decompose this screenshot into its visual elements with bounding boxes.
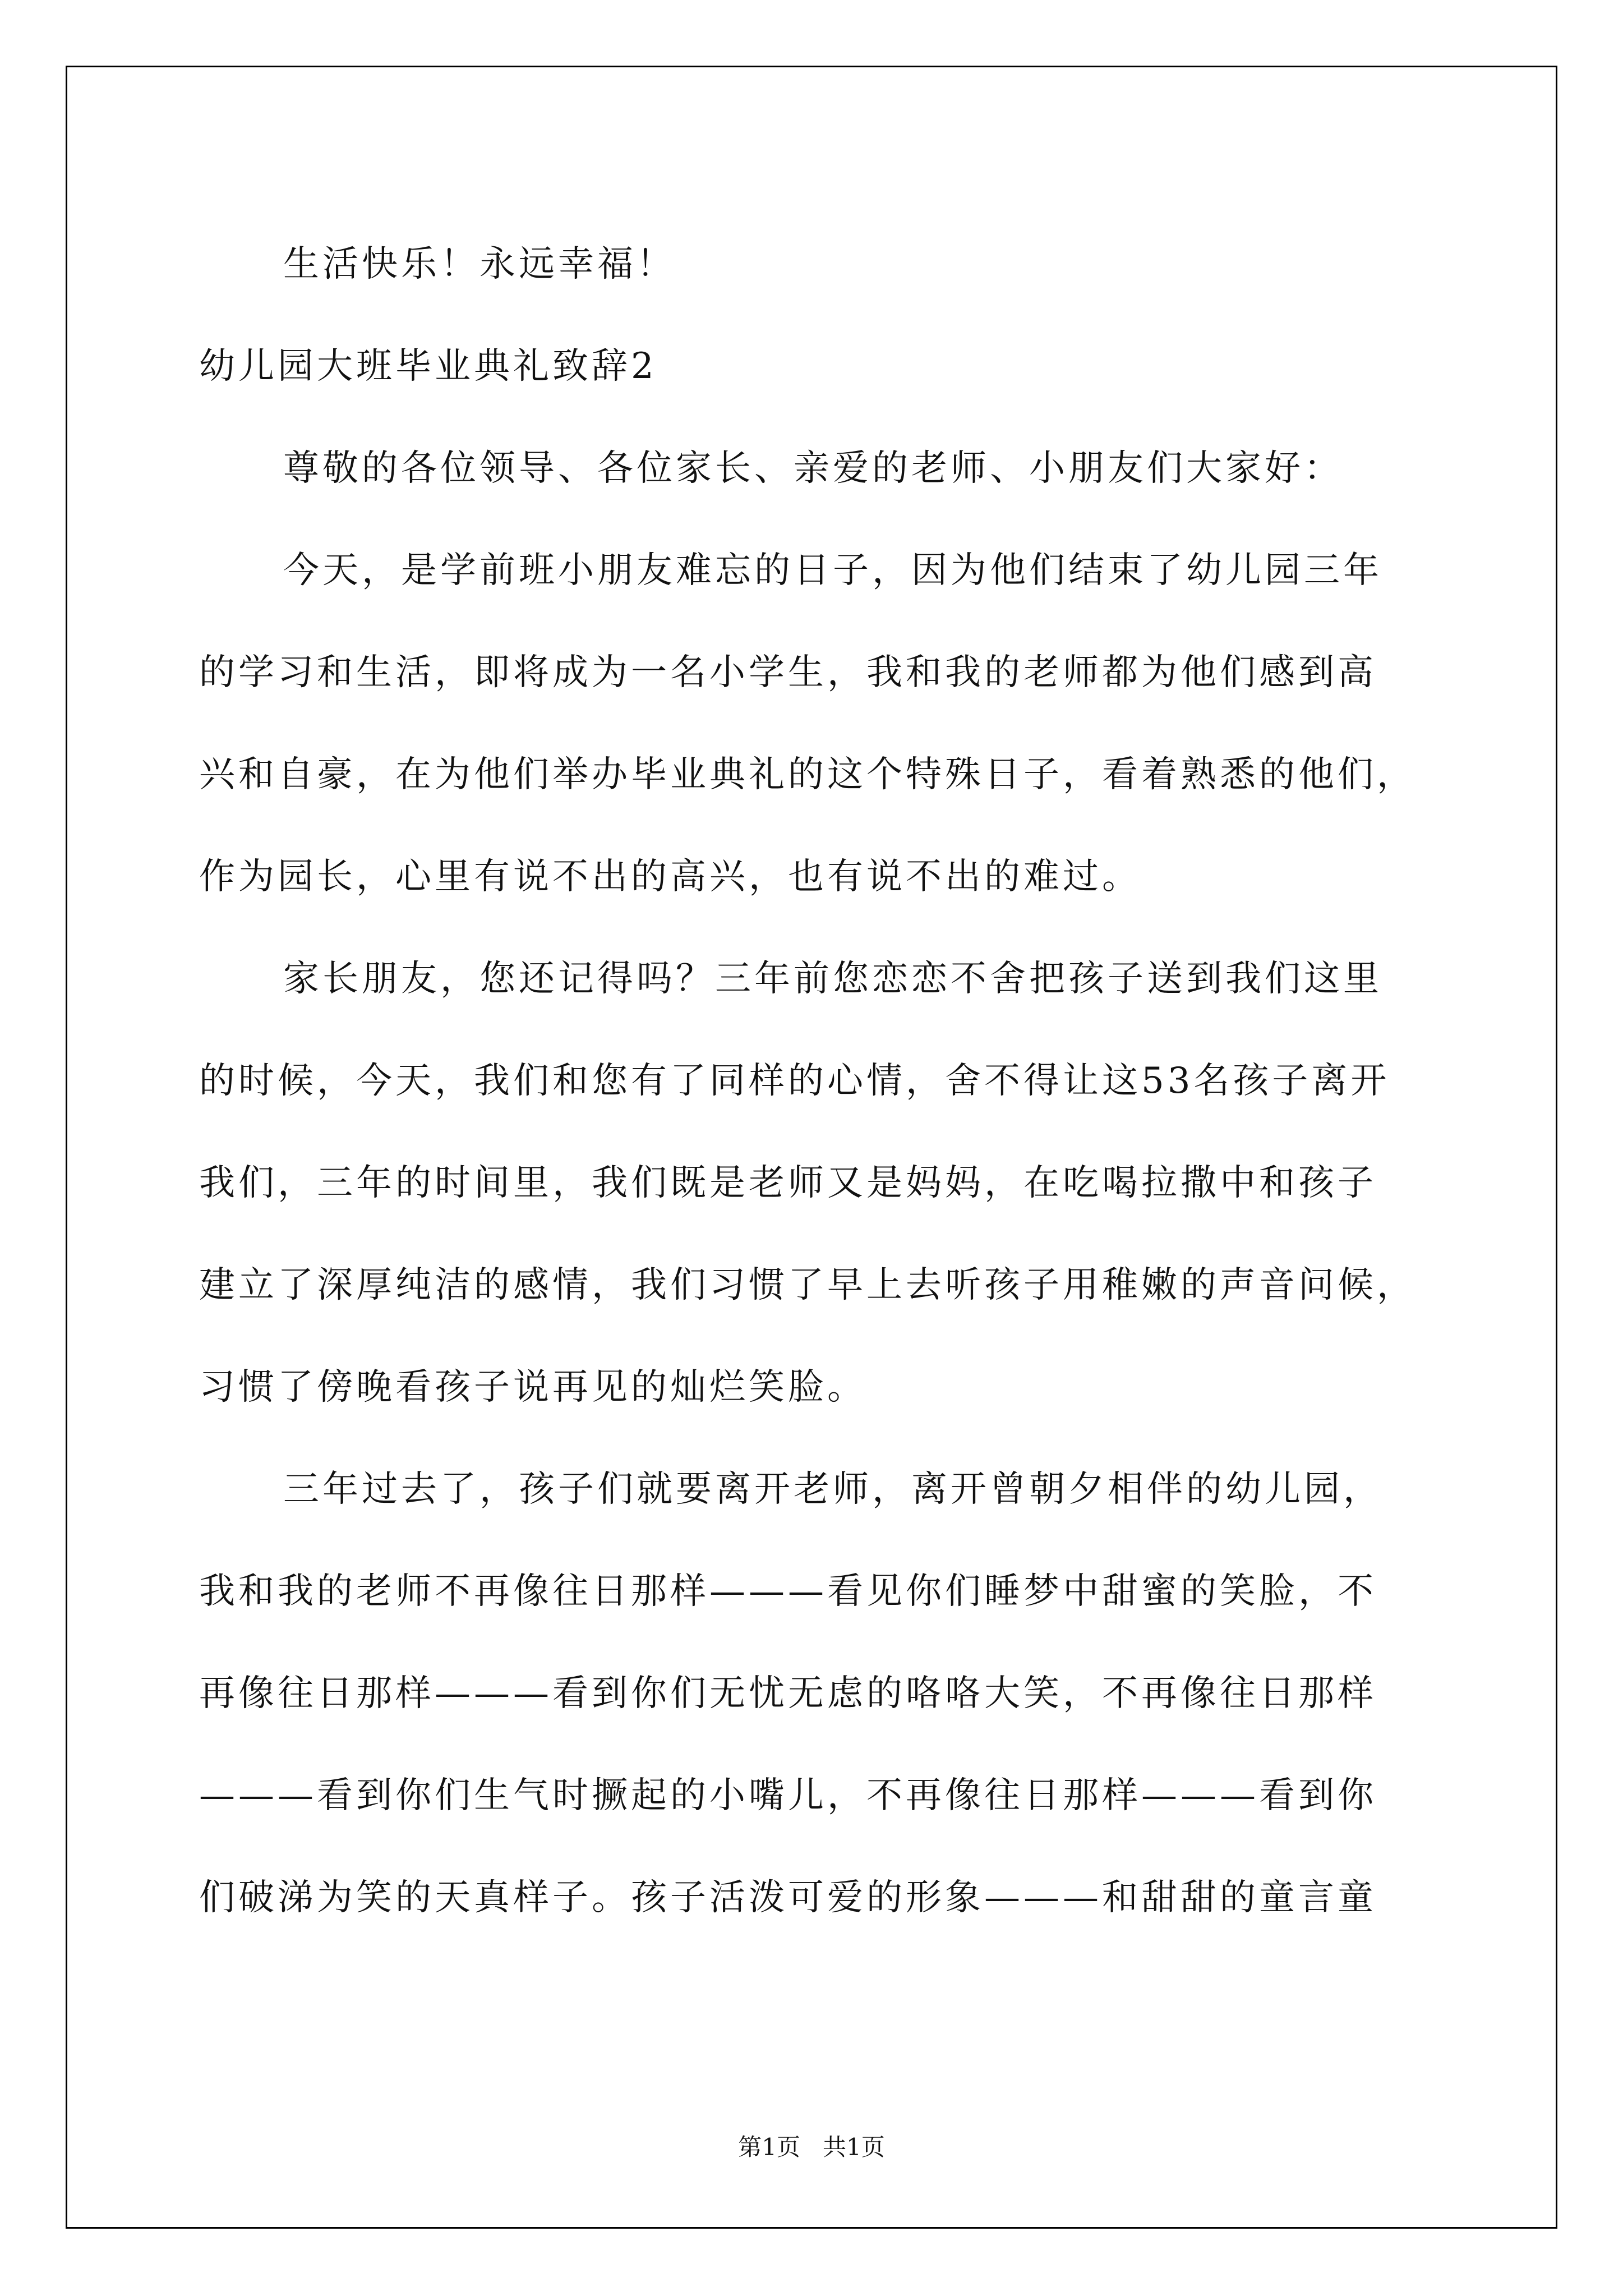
text-line: 作为园长，心里有说不出的高兴，也有说不出的难过。 [199, 856, 1141, 898]
text-line: 我们，三年的时间里，我们既是老师又是妈妈，在吃喝拉撒中和孩子 [199, 1162, 1377, 1204]
document-body [199, 213, 1433, 1949]
page-total: 共1页 [823, 2133, 885, 2161]
text-line: 们破涕为笑的天真样子。孩子活泼可爱的形象———和甜甜的童言童 [199, 1877, 1377, 1918]
text-line: ———看到你们生气时撅起的小嘴儿，不再像往日那样———看到你 [199, 1775, 1377, 1816]
text-line: 今天，是学前班小朋友难忘的日子，因为他们结束了幼儿园三年 [283, 550, 1382, 591]
text-line: 家长朋友，您还记得吗？三年前您恋恋不舍把孩子送到我们这里 [283, 958, 1382, 1000]
section-title: 幼儿园大班毕业典礼致辞2 [199, 346, 657, 387]
text-line: 再像往日那样———看到你们无忧无虑的咯咯大笑，不再像往日那样 [199, 1673, 1377, 1714]
text-line: 的学习和生活，即将成为一名小学生，我和我的老师都为他们感到高 [199, 652, 1377, 693]
text-line: 三年过去了，孩子们就要离开老师，离开曾朝夕相伴的幼儿园， [283, 1469, 1382, 1510]
text-line: 尊敬的各位领导、各位家长、亲爱的老师、小朋友们大家好： [283, 448, 1343, 489]
page-footer [0, 2129, 1623, 2162]
text-line: 建立了深厚纯洁的感情，我们习惯了早上去听孩子用稚嫩的声音问候， [199, 1264, 1416, 1306]
text-line: 生活快乐！永远幸福！ [283, 243, 676, 285]
text-line: 我和我的老师不再像往日那样———看见你们睡梦中甜蜜的笑脸，不 [199, 1571, 1377, 1612]
page-number: 第1页 [738, 2133, 800, 2161]
text-line: 的时候，今天，我们和您有了同样的心情，舍不得让这53名孩子离开 [199, 1060, 1390, 1102]
text-line: 兴和自豪，在为他们举办毕业典礼的这个特殊日子，看着熟悉的他们， [199, 754, 1416, 795]
text-line: 习惯了傍晚看孩子说再见的灿烂笑脸。 [199, 1366, 866, 1408]
